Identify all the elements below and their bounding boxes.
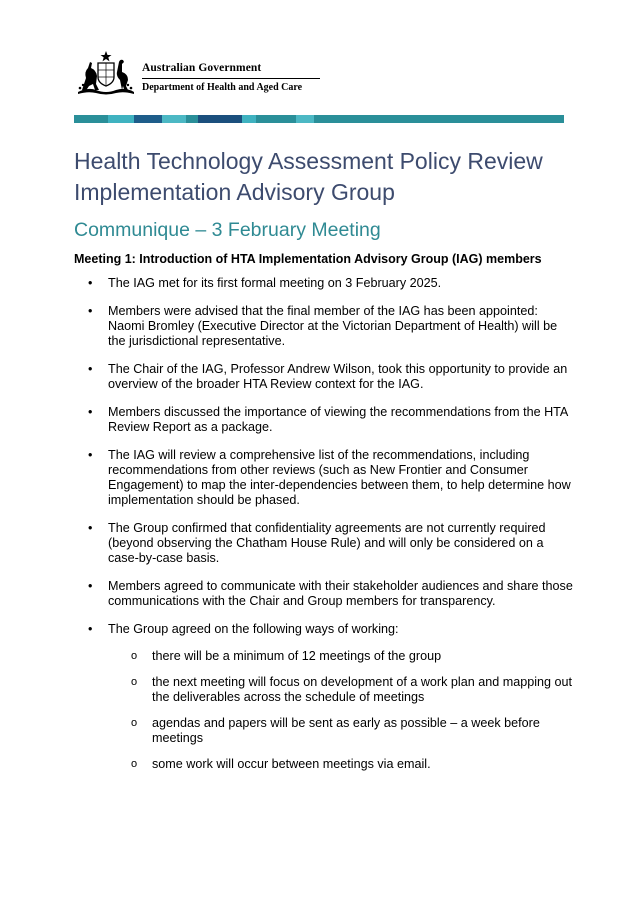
colour-band-segment	[74, 115, 108, 123]
colour-band-segment	[198, 115, 242, 123]
list-item-ways-of-working	[74, 622, 574, 772]
colour-band	[74, 115, 564, 123]
sub-list-item: o agendas and papers will be sent as early as possible – a week before meetings	[108, 716, 574, 746]
sub-list-item: o some work will occur between meetings via email.	[108, 757, 574, 772]
list-item: • Members agreed to communicate with their stakeholder audiences and share those communications with the Chair and Group members for transparency.	[74, 579, 574, 609]
logo-divider	[142, 78, 320, 79]
colour-band-segment	[162, 115, 186, 123]
colour-band-segment	[134, 115, 162, 123]
bullet-list	[74, 276, 574, 785]
sub-list-item: o the next meeting will focus on development of a work plan and mapping out the deliverables across the schedule of meetings	[108, 675, 574, 705]
colour-band-segment	[108, 115, 134, 123]
colour-band-segment	[186, 115, 198, 123]
list-item: • Members were advised that the final member of the IAG has been appointed: Naomi Bromley (Executive Director at the Victorian Department of Health) will be the jurisdictional representative.	[74, 304, 574, 349]
communique-subtitle: Communique – 3 February Meeting	[74, 219, 381, 241]
commonwealth-coat-of-arms-icon	[74, 50, 138, 96]
colour-band-segment	[296, 115, 314, 123]
department-name: Department of Health and Aged Care	[142, 82, 303, 93]
list-item: • The Group confirmed that confidentiality agreements are not currently required (beyond observing the Chatham House Rule) and will only be considered on a case-by-case basis.	[74, 521, 574, 566]
section-heading: Meeting 1: Introduction of HTA Implementation Advisory Group (IAG) members	[74, 252, 542, 266]
sub-bullet-list	[108, 649, 574, 772]
list-item: • Members discussed the importance of viewing the recommendations from the HTA Review Report as a package.	[74, 405, 574, 435]
colour-band-segment	[242, 115, 256, 123]
page-title: Health Technology Assessment Policy Review Implementation Advisory Group	[74, 148, 543, 205]
government-logo	[74, 50, 324, 100]
sub-list-item: o there will be a minimum of 12 meetings of the group	[108, 649, 574, 664]
colour-band-segment	[256, 115, 296, 123]
list-item-text: The Group agreed on the following ways of working:	[108, 622, 399, 636]
list-item: • The IAG met for its first formal meeting on 3 February 2025.	[74, 276, 574, 291]
colour-band-segment	[314, 115, 564, 123]
list-item: • The Chair of the IAG, Professor Andrew Wilson, took this opportunity to provide an overview of the broader HTA Review context for the IAG.	[74, 362, 574, 392]
list-item: • The IAG will review a comprehensive list of the recommendations, including recommendations from other reviews (such as New Frontier and Consumer Engagement) to map the inter-dependencies between them, to help determine how implementation should be phased.	[74, 448, 574, 508]
government-name: Australian Government	[142, 62, 262, 74]
